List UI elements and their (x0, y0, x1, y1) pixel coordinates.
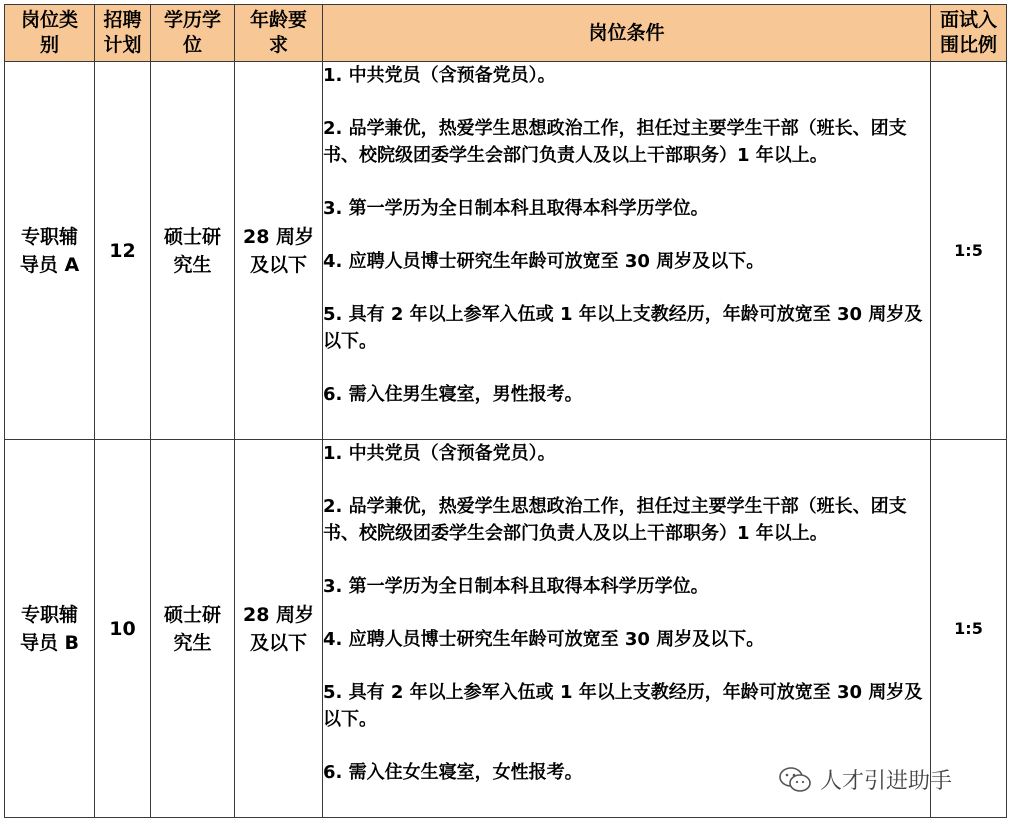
plan-cell: 12 (95, 62, 151, 440)
plan-cell: 10 (95, 440, 151, 818)
age-cell: 28 周岁 及以下 (235, 62, 323, 440)
condition-item: 4. 应聘人员博士研究生年龄可放宽至 30 周岁及以下。 (323, 251, 765, 272)
watermark-text: 人才引进助手 (820, 769, 953, 794)
header-degree: 学历学 位 (151, 5, 235, 62)
header-conditions: 岗位条件 (323, 5, 931, 62)
header-row (5, 5, 1007, 62)
condition-item: 1. 中共党员（含预备党员）。 (323, 443, 556, 464)
condition-item: 6. 需入住女生寝室，女性报考。 (323, 762, 583, 783)
condition-item: 6. 需入住男生寝室，男性报考。 (323, 384, 583, 405)
condition-item: 5. 具有 2 年以上参军入伍或 1 年以上支教经历，年龄可放宽至 30 周岁及以下。 (323, 304, 923, 352)
header-ratio: 面试入 围比例 (931, 5, 1007, 62)
degree-cell: 硕士研 究生 (151, 440, 235, 818)
condition-item: 3. 第一学历为全日制本科且取得本科学历学位。 (323, 198, 709, 219)
condition-item: 3. 第一学历为全日制本科且取得本科学历学位。 (323, 576, 709, 597)
ratio-cell: 1:5 (931, 440, 1007, 818)
ratio-cell: 1:5 (931, 62, 1007, 440)
degree-cell: 硕士研 究生 (151, 62, 235, 440)
table-row (5, 62, 1007, 440)
condition-item: 4. 应聘人员博士研究生年龄可放宽至 30 周岁及以下。 (323, 629, 765, 650)
condition-item: 5. 具有 2 年以上参军入伍或 1 年以上支教经历，年龄可放宽至 30 周岁及以下。 (323, 682, 923, 730)
category-cell: 专职辅 导员 A (5, 62, 95, 440)
watermark (778, 764, 952, 795)
condition-item: 2. 品学兼优，热爱学生思想政治工作，担任过主要学生干部（班长、团支书、校院级团委学生会部门负责人及以上干部职务）1 年以上。 (323, 496, 907, 544)
header-category: 岗位类 别 (5, 5, 95, 62)
conditions-cell (323, 62, 931, 440)
header-age: 年龄要 求 (235, 5, 323, 62)
condition-item: 2. 品学兼优，热爱学生思想政治工作，担任过主要学生干部（班长、团支书、校院级团委学生会部门负责人及以上干部职务）1 年以上。 (323, 118, 907, 166)
conditions-cell (323, 440, 931, 818)
wechat-icon (778, 766, 812, 794)
age-cell: 28 周岁 及以下 (235, 440, 323, 818)
recruitment-table (4, 4, 1007, 818)
table-row (5, 440, 1007, 818)
header-plan: 招聘 计划 (95, 5, 151, 62)
condition-item: 1. 中共党员（含预备党员）。 (323, 65, 556, 86)
category-cell: 专职辅 导员 B (5, 440, 95, 818)
